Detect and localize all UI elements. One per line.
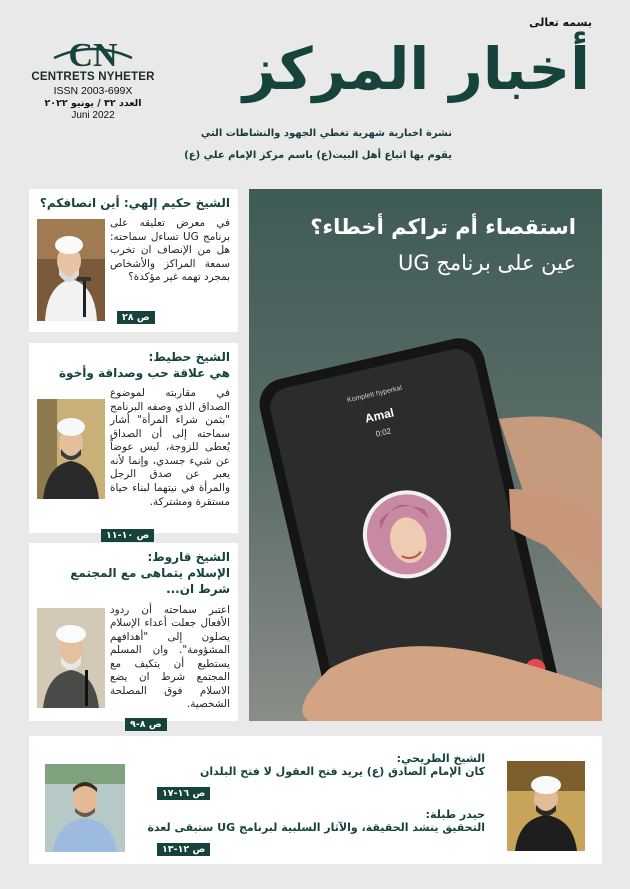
article-text: اعتبر سماحته أن ردود الأفعال جعلت أعداء الإسلام يصلون إلى "أهدافهم المشؤومة". وان المسلم يستطيع أن يتكيف مع المجتمع شرط ان يضع الاسلام فوق المصلحة الشخصية. bbox=[110, 603, 230, 711]
page-badge[interactable]: ص ١٠-١١ bbox=[101, 529, 154, 542]
phone-call-timer: 0:02 bbox=[374, 426, 392, 439]
article-text: في مقاربته لموضوع الصداق الذي وصفه البرنامج "بثمن شراء المرأة" أشار سماحته إلى أن الصداق يُعطى للزوجة، ليس عوضاً عن شيء جسدي، وإنما لأنه يعبر عن صدق الرجل والمرأة في نيتهما لبناء حياة مستقرة ومشتركة. bbox=[110, 387, 230, 508]
page-badge[interactable]: ص ١٦-١٧ bbox=[157, 787, 210, 800]
portrait-photo bbox=[37, 608, 105, 708]
page-badge[interactable]: ص ١٢-١٣ bbox=[157, 843, 210, 856]
portrait-photo bbox=[37, 399, 105, 499]
portrait-photo bbox=[45, 764, 125, 852]
phone-caller-name: Amal bbox=[363, 405, 396, 426]
article-card-qarout[interactable] bbox=[29, 543, 238, 730]
page-badge[interactable]: ص ٢٨ bbox=[117, 311, 155, 324]
article-title: الشيخ قاروط: bbox=[147, 550, 230, 564]
page-badge[interactable]: ص ٨-٩ bbox=[125, 718, 167, 731]
article-title: الشيخ حكيم إلهي: أين انصافكم؟ bbox=[39, 196, 230, 210]
hero-cover-story[interactable] bbox=[249, 189, 602, 721]
article-card-hakim-elahi[interactable] bbox=[29, 189, 238, 332]
newsletter-logo bbox=[28, 36, 158, 121]
article-text: في معرض تعليقه على برنامج UG تساءل سماحته: هل من الإنصاف ان تخرب سمعة المراكز والأشخاص بمجرد تهمه غير مؤكدة؟ bbox=[110, 217, 230, 284]
cn-logo-icon bbox=[50, 36, 136, 70]
masthead-title: أخبار المركز bbox=[242, 35, 590, 103]
bottom-articles-panel bbox=[29, 736, 602, 864]
article-card-hteit[interactable] bbox=[29, 343, 238, 542]
bismillah-text: بسمه تعالى bbox=[529, 16, 592, 29]
hero-subtitle: عين على برنامج UG bbox=[398, 251, 576, 275]
hero-title: استقصاء أم تراكم أخطاء؟ bbox=[310, 215, 576, 239]
article-title: الشيخ حطيط: bbox=[148, 350, 230, 364]
logo-letters: CN bbox=[68, 37, 118, 70]
logo-name: CENTRETS NYHETER bbox=[31, 71, 155, 83]
masthead-subtitle-2: يقوم بها اتباع أهل البيت(ع) باسم مركز الإمام علي (ع) bbox=[184, 150, 452, 161]
issue-number: العدد ٣٢ / يونيو ٢٠٢٢ bbox=[44, 98, 142, 109]
article-author: الشيخ الطريحي: bbox=[396, 752, 485, 765]
portrait-photo bbox=[37, 219, 105, 321]
article-subtitle: الإسلام يتماهى مع المجتمع شرط ان... bbox=[70, 566, 230, 597]
issn: ISSN 2003-699X bbox=[53, 85, 133, 97]
bottom-article-tabla[interactable] bbox=[147, 808, 485, 834]
article-headline: التحقيق ينشد الحقيقة، والآثار السلبية لبرنامج UG ستبقى لعدة bbox=[147, 821, 485, 834]
article-author: حيدر طبلة: bbox=[425, 808, 485, 821]
phone-call-label: Komplett hyperkal bbox=[346, 384, 403, 405]
masthead-subtitle: نشرة اخبارية شهرية تغطي الجهود والنشاطات التي bbox=[200, 128, 452, 139]
article-subtitle: هي علاقة حب وصداقة وأخوة bbox=[58, 366, 230, 381]
issue-date: Juni 2022 bbox=[71, 110, 115, 121]
portrait-photo bbox=[507, 761, 585, 851]
bottom-article-trehi[interactable] bbox=[200, 752, 485, 778]
article-headline: كان الإمام الصادق (ع) يريد فتح العقول لا فتح البلدان bbox=[199, 765, 485, 778]
